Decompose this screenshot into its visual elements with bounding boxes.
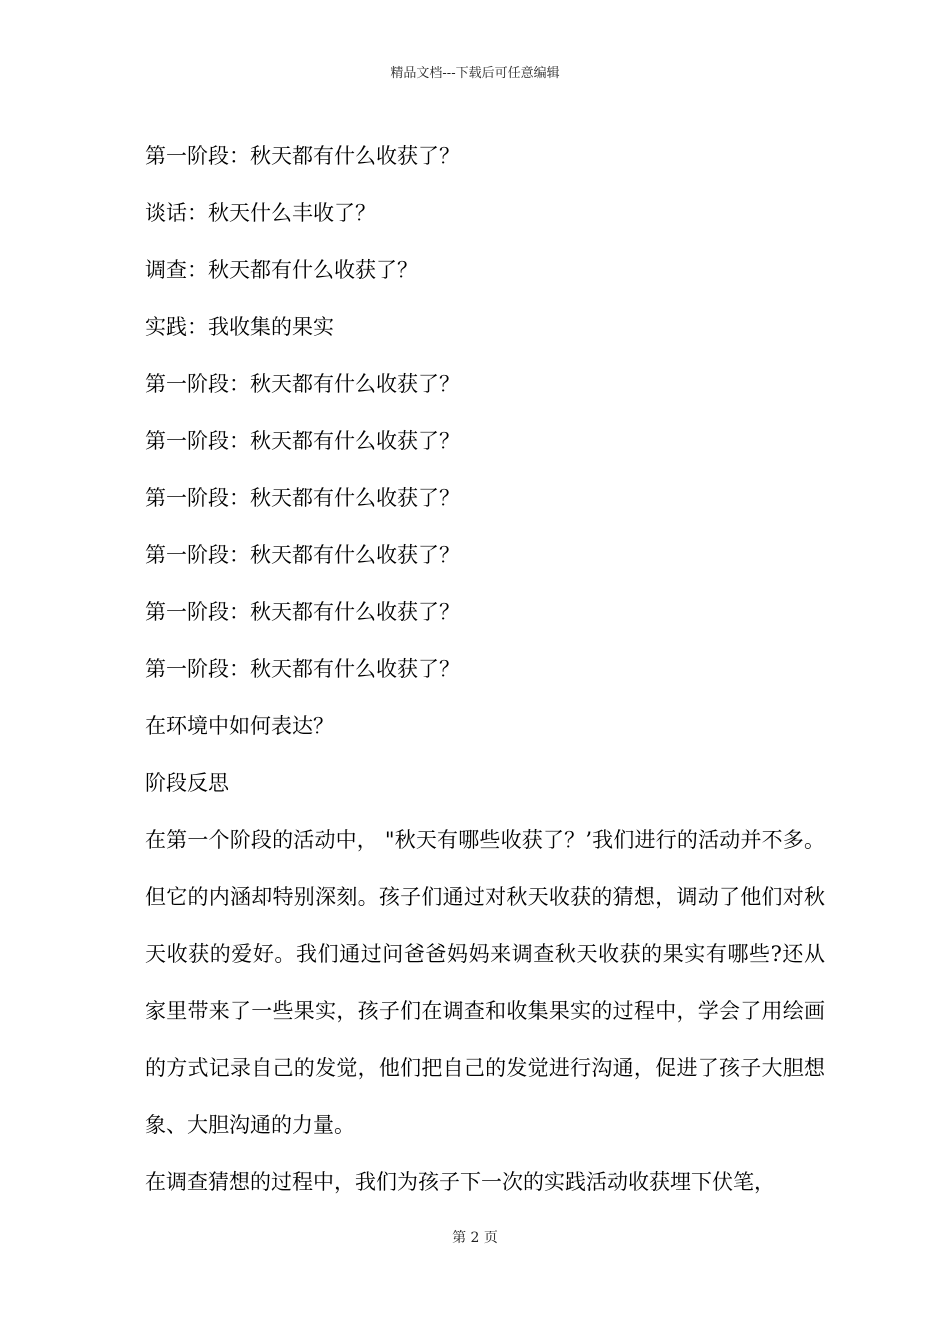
text-line-6: 第一阶段：秋天都有什么收获了？ xyxy=(145,429,460,453)
section-heading: 阶段反思 xyxy=(145,771,229,795)
text-line-2: 谈话：秋天什么丰收了？ xyxy=(145,201,376,225)
text-line-4: 实践：我收集的果实 xyxy=(145,315,334,339)
page-number: 第 2 页 xyxy=(452,1230,498,1246)
text-line-3: 调查：秋天都有什么收获了？ xyxy=(145,258,418,282)
text-line-10: 第一阶段：秋天都有什么收获了？ xyxy=(145,657,460,681)
text-line-7: 第一阶段：秋天都有什么收获了？ xyxy=(145,486,460,510)
reflection-paragraph: 在第一个阶段的活动中， "秋天有哪些收获了？’我们进行的活动并不多。但它的内涵却特别深刻。孩子们通过对秋天收获的猜想，调动了他们对秋天收获的爱好。我们通过问爸爸妈妈来调查秋天收获的果实有哪些?还从家里带来了一些果实，孩子们在调查和收集果实的过程中，学会了用绘画的方式记录自己的发觉，他们把自己的发觉进行沟通，促进了孩子大胆想象、大胆沟通的力量。 xyxy=(145,828,825,1137)
document-body xyxy=(145,128,825,1211)
page-header: 精品文档---下载后可任意编辑 xyxy=(390,66,560,81)
text-line-11: 在环境中如何表达？ xyxy=(145,714,334,738)
continuation-paragraph: 在调查猜想的过程中，我们为孩子下一次的实践活动收获埋下伏笔， xyxy=(145,1170,775,1194)
text-line-8: 第一阶段：秋天都有什么收获了？ xyxy=(145,543,460,567)
text-line-5: 第一阶段：秋天都有什么收获了？ xyxy=(145,372,460,396)
text-line-1: 第一阶段：秋天都有什么收获了？ xyxy=(145,144,460,168)
text-line-9: 第一阶段：秋天都有什么收获了？ xyxy=(145,600,460,624)
